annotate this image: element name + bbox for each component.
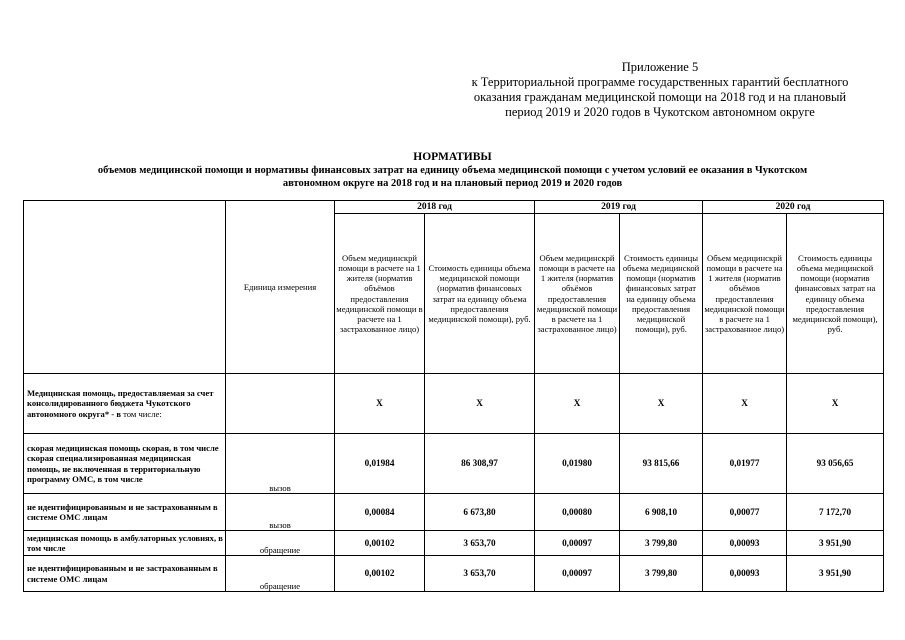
annex-line: период 2019 и 2020 годов в Чукотском автономном округе	[505, 105, 815, 119]
annex-number: Приложение 5	[621, 60, 699, 74]
header-volume-2020: Объем медицинскрй помощи в расчете на 1 жителя (норматив объёмов предоставления медицинской помощи в расчете на 1 застрахованное лицо)	[703, 214, 787, 374]
row-unit: вызов	[226, 494, 335, 531]
document-title	[20, 151, 885, 190]
normatives-table	[23, 200, 884, 592]
annex-line: к Территориальной программе государственных гарантий бесплатного	[471, 75, 849, 89]
table-row	[24, 374, 884, 434]
value-volume-2018: 0,00102	[335, 531, 425, 556]
title-subtitle: автономном округе на 2018 год и на плановый период 2019 и 2020 годов	[282, 178, 623, 189]
header-year-2019: 2019 год	[535, 201, 703, 214]
header-empty-cell	[24, 201, 226, 374]
value-cost-2019: 3 799,80	[620, 531, 703, 556]
value-volume-2020: 0,00077	[703, 494, 787, 531]
annex-line: оказания гражданам медицинской помощи на 2018 год и на плановый	[473, 90, 847, 104]
row-label: скорая медицинская помощь скорая, в том числе скорая специализированная медицинская помощь, не включенная в территориальную программу ОМС, в том числе	[24, 434, 226, 494]
table-row	[24, 494, 884, 531]
table-row	[24, 531, 884, 556]
value-cost-2019: 6 908,10	[620, 494, 703, 531]
header-cost-2019: Стоимость единицы объема медицинской помощи (норматив финансовых затрат на единицу объема предоставления медицинской помощи), руб.	[620, 214, 703, 374]
value-cost-2020: 93 056,65	[787, 434, 884, 494]
value-volume-2018: 0,00102	[335, 556, 425, 592]
header-volume-2018: Объем медицинскрй помощи в расчете на 1 жителя (норматив объёмов предоставления медицинской помощи в расчете на 1 застрахованное лицо)	[335, 214, 425, 374]
header-unit: Единица измерения	[226, 201, 335, 374]
title-heading: НОРМАТИВЫ	[413, 151, 492, 163]
row-unit: обращение	[226, 556, 335, 592]
row-unit: вызов	[226, 434, 335, 494]
value-volume-2018: 0,00084	[335, 494, 425, 531]
header-year-2018: 2018 год	[335, 201, 535, 214]
header-row-years	[24, 201, 884, 214]
value-cost-2020: X	[787, 374, 884, 434]
value-cost-2019: 3 799,80	[620, 556, 703, 592]
title-subtitle: объемов медицинской помощи и нормативы финансовых затрат на единицу объема медицинской помощи с учетом условий ее оказания в Чукотском	[97, 165, 808, 176]
value-volume-2018: X	[335, 374, 425, 434]
annex-header	[440, 60, 880, 120]
value-cost-2020: 3 951,90	[787, 531, 884, 556]
row-unit	[226, 374, 335, 434]
row-label-bold: Медицинская помощь, предоставляемая за счет консолидированного бюджета Чукотского автономного округа* - в	[27, 388, 214, 419]
value-cost-2018: 3 653,70	[425, 531, 535, 556]
row-label: не идентифицированным и не застрахованным в системе ОМС лицам	[24, 556, 226, 592]
row-label: медицинская помощь в амбулаторных условиях, в том числе	[24, 531, 226, 556]
value-volume-2019: X	[535, 374, 620, 434]
value-volume-2019: 0,00080	[535, 494, 620, 531]
value-cost-2018: 6 673,80	[425, 494, 535, 531]
header-cost-2018: Стоимость единицы объема медицинской помощи (норматив финансовых затрат на единицу объема предоставления медицинской помощи), руб.	[425, 214, 535, 374]
table-row	[24, 556, 884, 592]
value-cost-2018: X	[425, 374, 535, 434]
value-cost-2018: 3 653,70	[425, 556, 535, 592]
row-label	[24, 374, 226, 434]
value-volume-2018: 0,01984	[335, 434, 425, 494]
value-volume-2020: X	[703, 374, 787, 434]
value-volume-2019: 0,00097	[535, 531, 620, 556]
row-label: не идентифицированным и не застрахованным в системе ОМС лицам	[24, 494, 226, 531]
value-cost-2019: 93 815,66	[620, 434, 703, 494]
header-volume-2019: Объем медицинскрй помощи в расчете на 1 жителя (норматив объёмов предоставления медицинской помощи в расчете на 1 застрахованное лицо)	[535, 214, 620, 374]
value-volume-2020: 0,00093	[703, 531, 787, 556]
row-label-light: том числе:	[123, 408, 162, 419]
value-volume-2019: 0,01980	[535, 434, 620, 494]
value-cost-2018: 86 308,97	[425, 434, 535, 494]
row-unit: обращение	[226, 531, 335, 556]
value-cost-2020: 7 172,70	[787, 494, 884, 531]
value-volume-2020: 0,01977	[703, 434, 787, 494]
value-volume-2020: 0,00093	[703, 556, 787, 592]
table-row	[24, 434, 884, 494]
header-cost-2020: Стоимость единицы объема медицинской помощи (норматив финансовых затрат на единицу объема предоставления медицинской помощи), руб.	[787, 214, 884, 374]
value-cost-2019: X	[620, 374, 703, 434]
value-cost-2020: 3 951,90	[787, 556, 884, 592]
value-volume-2019: 0,00097	[535, 556, 620, 592]
header-year-2020: 2020 год	[703, 201, 884, 214]
